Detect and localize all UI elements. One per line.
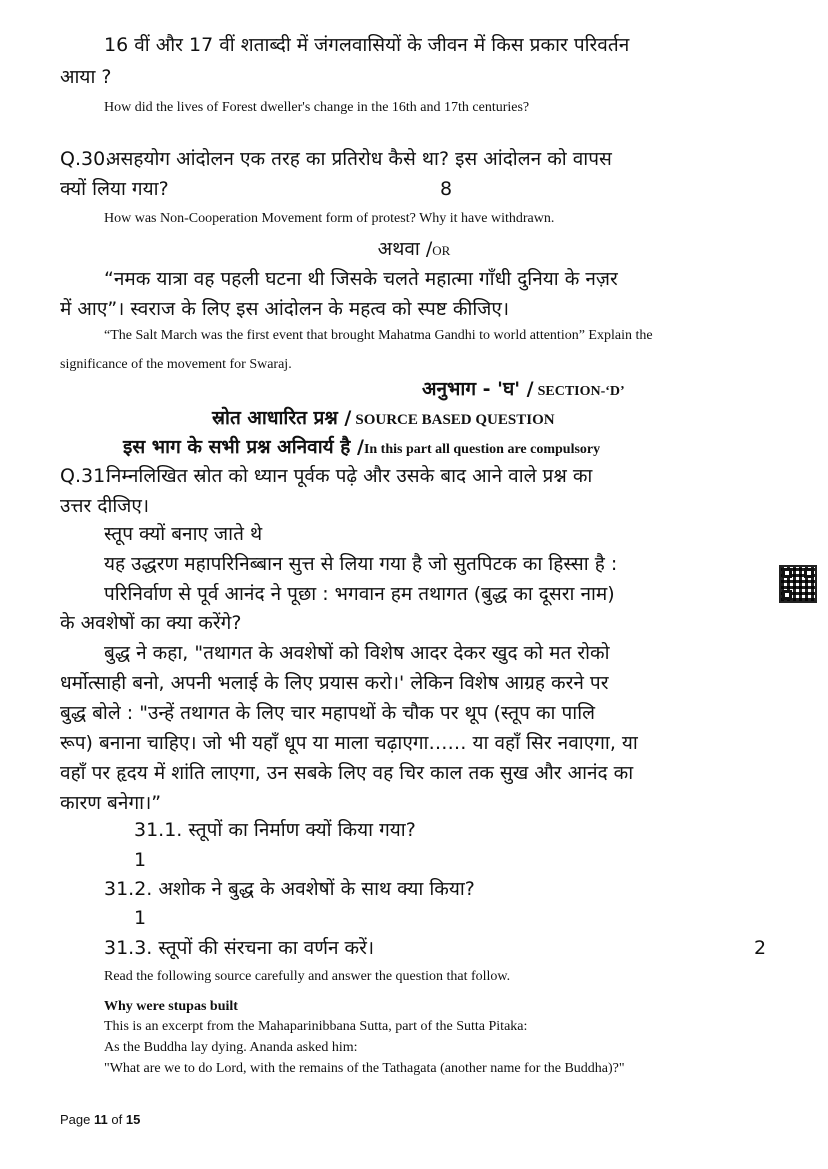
footer-of-word: of: [111, 1112, 123, 1127]
compulsory-english: In this part all question are compulsory: [363, 442, 601, 457]
q30-alt-hindi-line1: “नमक यात्रा वह पहली घटना थी जिसके चलते महात्मा गाँधी दुनिया के नज़र: [104, 268, 618, 290]
source-hindi: स्रोत आधारित प्रश्न /: [212, 407, 352, 429]
q31-sub1-marks: 1: [134, 849, 147, 871]
q29-english: How did the lives of Forest dweller's change in the 16th and 17th centuries?: [104, 100, 530, 115]
q31-paragraph3-line2: धर्मोत्साही बनो, अपनी भलाई के लिए प्रयास करो।' लेकिन विशेष आग्रह करने पर: [60, 672, 609, 694]
q31-sub3: 31.3. स्तूपों की संरचना का वर्णन करें।: [104, 937, 375, 959]
q31-instruction-text: निम्नलिखित स्रोत को ध्यान पूर्वक पढ़े और उसके बाद आने वाले प्रश्न का: [106, 465, 593, 487]
q31-sub3-marks: 2: [754, 937, 767, 959]
q30-number: Q.30.: [60, 148, 112, 170]
q31-source-title-hindi: स्तूप क्यों बनाए जाते थे: [104, 523, 263, 545]
q30-hindi-line1: [60, 144, 768, 174]
q31-instruction-line1: [60, 461, 768, 491]
q31-english-paragraph3: "What are we to do Lord, with the remains of the Tathagata (another name for the Buddha)?": [104, 1061, 625, 1076]
footer-page-number: 11: [94, 1112, 108, 1127]
q31-paragraph3-line4: रूप) बनाना चाहिए। जो भी यहाँ धूप या माला चढ़ाएगा…… या वहाँ सिर नवाएगा, या: [60, 732, 638, 754]
compulsory-note: [123, 432, 600, 462]
compulsory-hindi: इस भाग के सभी प्रश्न अनिवार्य है /: [123, 436, 364, 458]
q30-english: How was Non-Cooperation Movement form of protest? Why it have withdrawn.: [104, 211, 555, 226]
q31-paragraph3-line5: वहाँ पर हृदय में शांति लाएगा, उन सबके लिए वह चिर काल तक सुख और आनंद का: [60, 762, 634, 784]
q31-english-title: Why were stupas built: [104, 999, 238, 1014]
q30-hindi-line2: क्यों लिया गया?: [60, 178, 169, 200]
q31-paragraph3-line3: बुद्ध बोले : "उन्हें तथागत के लिए चार महापथों के चौक पर थूप (स्तूप का पालि: [60, 702, 596, 724]
qr-code: [779, 565, 817, 603]
q30-marks: 8: [440, 178, 453, 200]
or-english: OR: [432, 243, 451, 258]
section-hindi: अनुभाग - 'घ' /: [422, 378, 534, 400]
q31-number: Q.31.: [60, 465, 112, 487]
q31-english-instruction: Read the following source carefully and answer the question that follow.: [104, 969, 511, 984]
section-heading: [422, 374, 625, 404]
footer-total-pages: 15: [125, 1112, 141, 1127]
section-english: SECTION-‘D’: [537, 384, 625, 399]
q29-hindi-line2: आया ?: [60, 66, 112, 88]
page-footer: [60, 1112, 140, 1127]
q30-hindi-text: असहयोग आंदोलन एक तरह का प्रतिरोध कैसे था? इस आंदोलन को वापस: [106, 148, 612, 170]
q31-sub2: 31.2. अशोक ने बुद्ध के अवशेषों के साथ क्या किया?: [104, 878, 475, 900]
q31-paragraph3-line1: बुद्ध ने कहा, "तथागत के अवशेषों को विशेष आदर देकर खुद को मत रोको: [104, 642, 610, 664]
q30-alt-english-line2: significance of the movement for Swaraj.: [60, 357, 292, 372]
source-english: SOURCE BASED QUESTION: [355, 412, 555, 428]
q31-english-paragraph1: This is an excerpt from the Mahaparinibbana Sutta, part of the Sutta Pitaka:: [104, 1019, 528, 1034]
q29-hindi-line1: 16 वीं और 17 वीं शताब्दी में जंगलवासियों के जीवन में किस प्रकार परिवर्तन: [104, 34, 630, 56]
source-question-heading: [212, 403, 555, 433]
q30-or-divider: [0, 234, 828, 264]
q31-instruction-line2: उत्तर दीजिए।: [60, 495, 150, 517]
q31-sub1: 31.1. स्तूपों का निर्माण क्यों किया गया?: [134, 819, 416, 841]
q31-paragraph2-line1: परिनिर्वाण से पूर्व आनंद ने पूछा : भगवान हम तथागत (बुद्ध का दूसरा नाम): [104, 583, 615, 605]
or-hindi: अथवा /: [377, 238, 433, 260]
q30-alt-hindi-line2: में आए”। स्वराज के लिए इस आंदोलन के महत्व को स्पष्ट कीजिए।: [60, 298, 510, 320]
q31-paragraph1: यह उद्धरण महापरिनिब्बान सुत्त से लिया गया है जो सुतपिटक का हिस्सा है :: [104, 553, 618, 575]
q31-paragraph2-line2: के अवशेषों का क्या करेंगे?: [60, 612, 242, 634]
q30-alt-english-line1: “The Salt March was the first event that brought Mahatma Gandhi to world attention” Explain the: [104, 328, 653, 343]
footer-page-word: Page: [60, 1112, 91, 1127]
q31-sub2-marks: 1: [134, 907, 147, 929]
q31-english-paragraph2: As the Buddha lay dying. Ananda asked him:: [104, 1040, 358, 1055]
q31-paragraph3-line6: कारण बनेगा।”: [60, 792, 162, 814]
